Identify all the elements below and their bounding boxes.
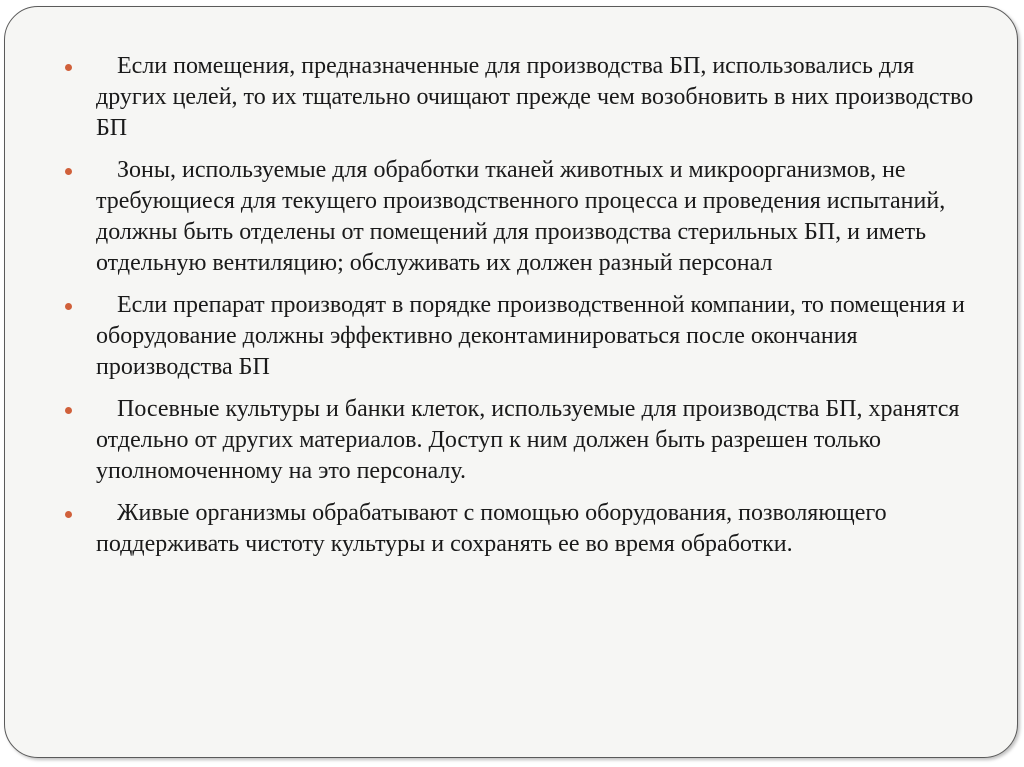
bullet-item (63, 394, 983, 487)
bullet-text: Зоны, используемые для обработки тканей животных и микроорганизмов, не требующиеся для текущего производственного процесса и проведения испытаний, должны быть отделены от помещений для производства стерильных БП, и иметь отдельную вентиляцию; обслуживать их должен разный персонал (96, 157, 946, 276)
bullet-item (63, 51, 983, 144)
slide-frame (4, 6, 1018, 758)
bullet-text: Если помещения, предназначенные для производства БП, использовались для других целей, то их тщательно очищают прежде чем возобновить в них производство БП (96, 53, 974, 141)
bullet-dot-icon (65, 407, 72, 414)
bullet-item (63, 155, 983, 279)
bullet-text: Если препарат производят в порядке производственной компании, то помещения и оборудование должны эффективно деконтаминироваться после окончания производства БП (96, 292, 965, 380)
bullet-list (63, 51, 983, 571)
bullet-item (63, 290, 983, 383)
bullet-dot-icon (65, 64, 72, 71)
bullet-text: Живые организмы обрабатывают с помощью оборудования, позволяющего поддерживать чистоту культуры и сохранять ее во время обработки. (96, 500, 887, 557)
bullet-dot-icon (65, 511, 72, 518)
bullet-dot-icon (65, 168, 72, 175)
bullet-text: Посевные культуры и банки клеток, используемые для производства БП, хранятся отдельно от других материалов. Доступ к ним должен быть разрешен только уполномоченному на это персоналу. (96, 396, 960, 484)
bullet-item (63, 498, 983, 560)
bullet-dot-icon (65, 303, 72, 310)
